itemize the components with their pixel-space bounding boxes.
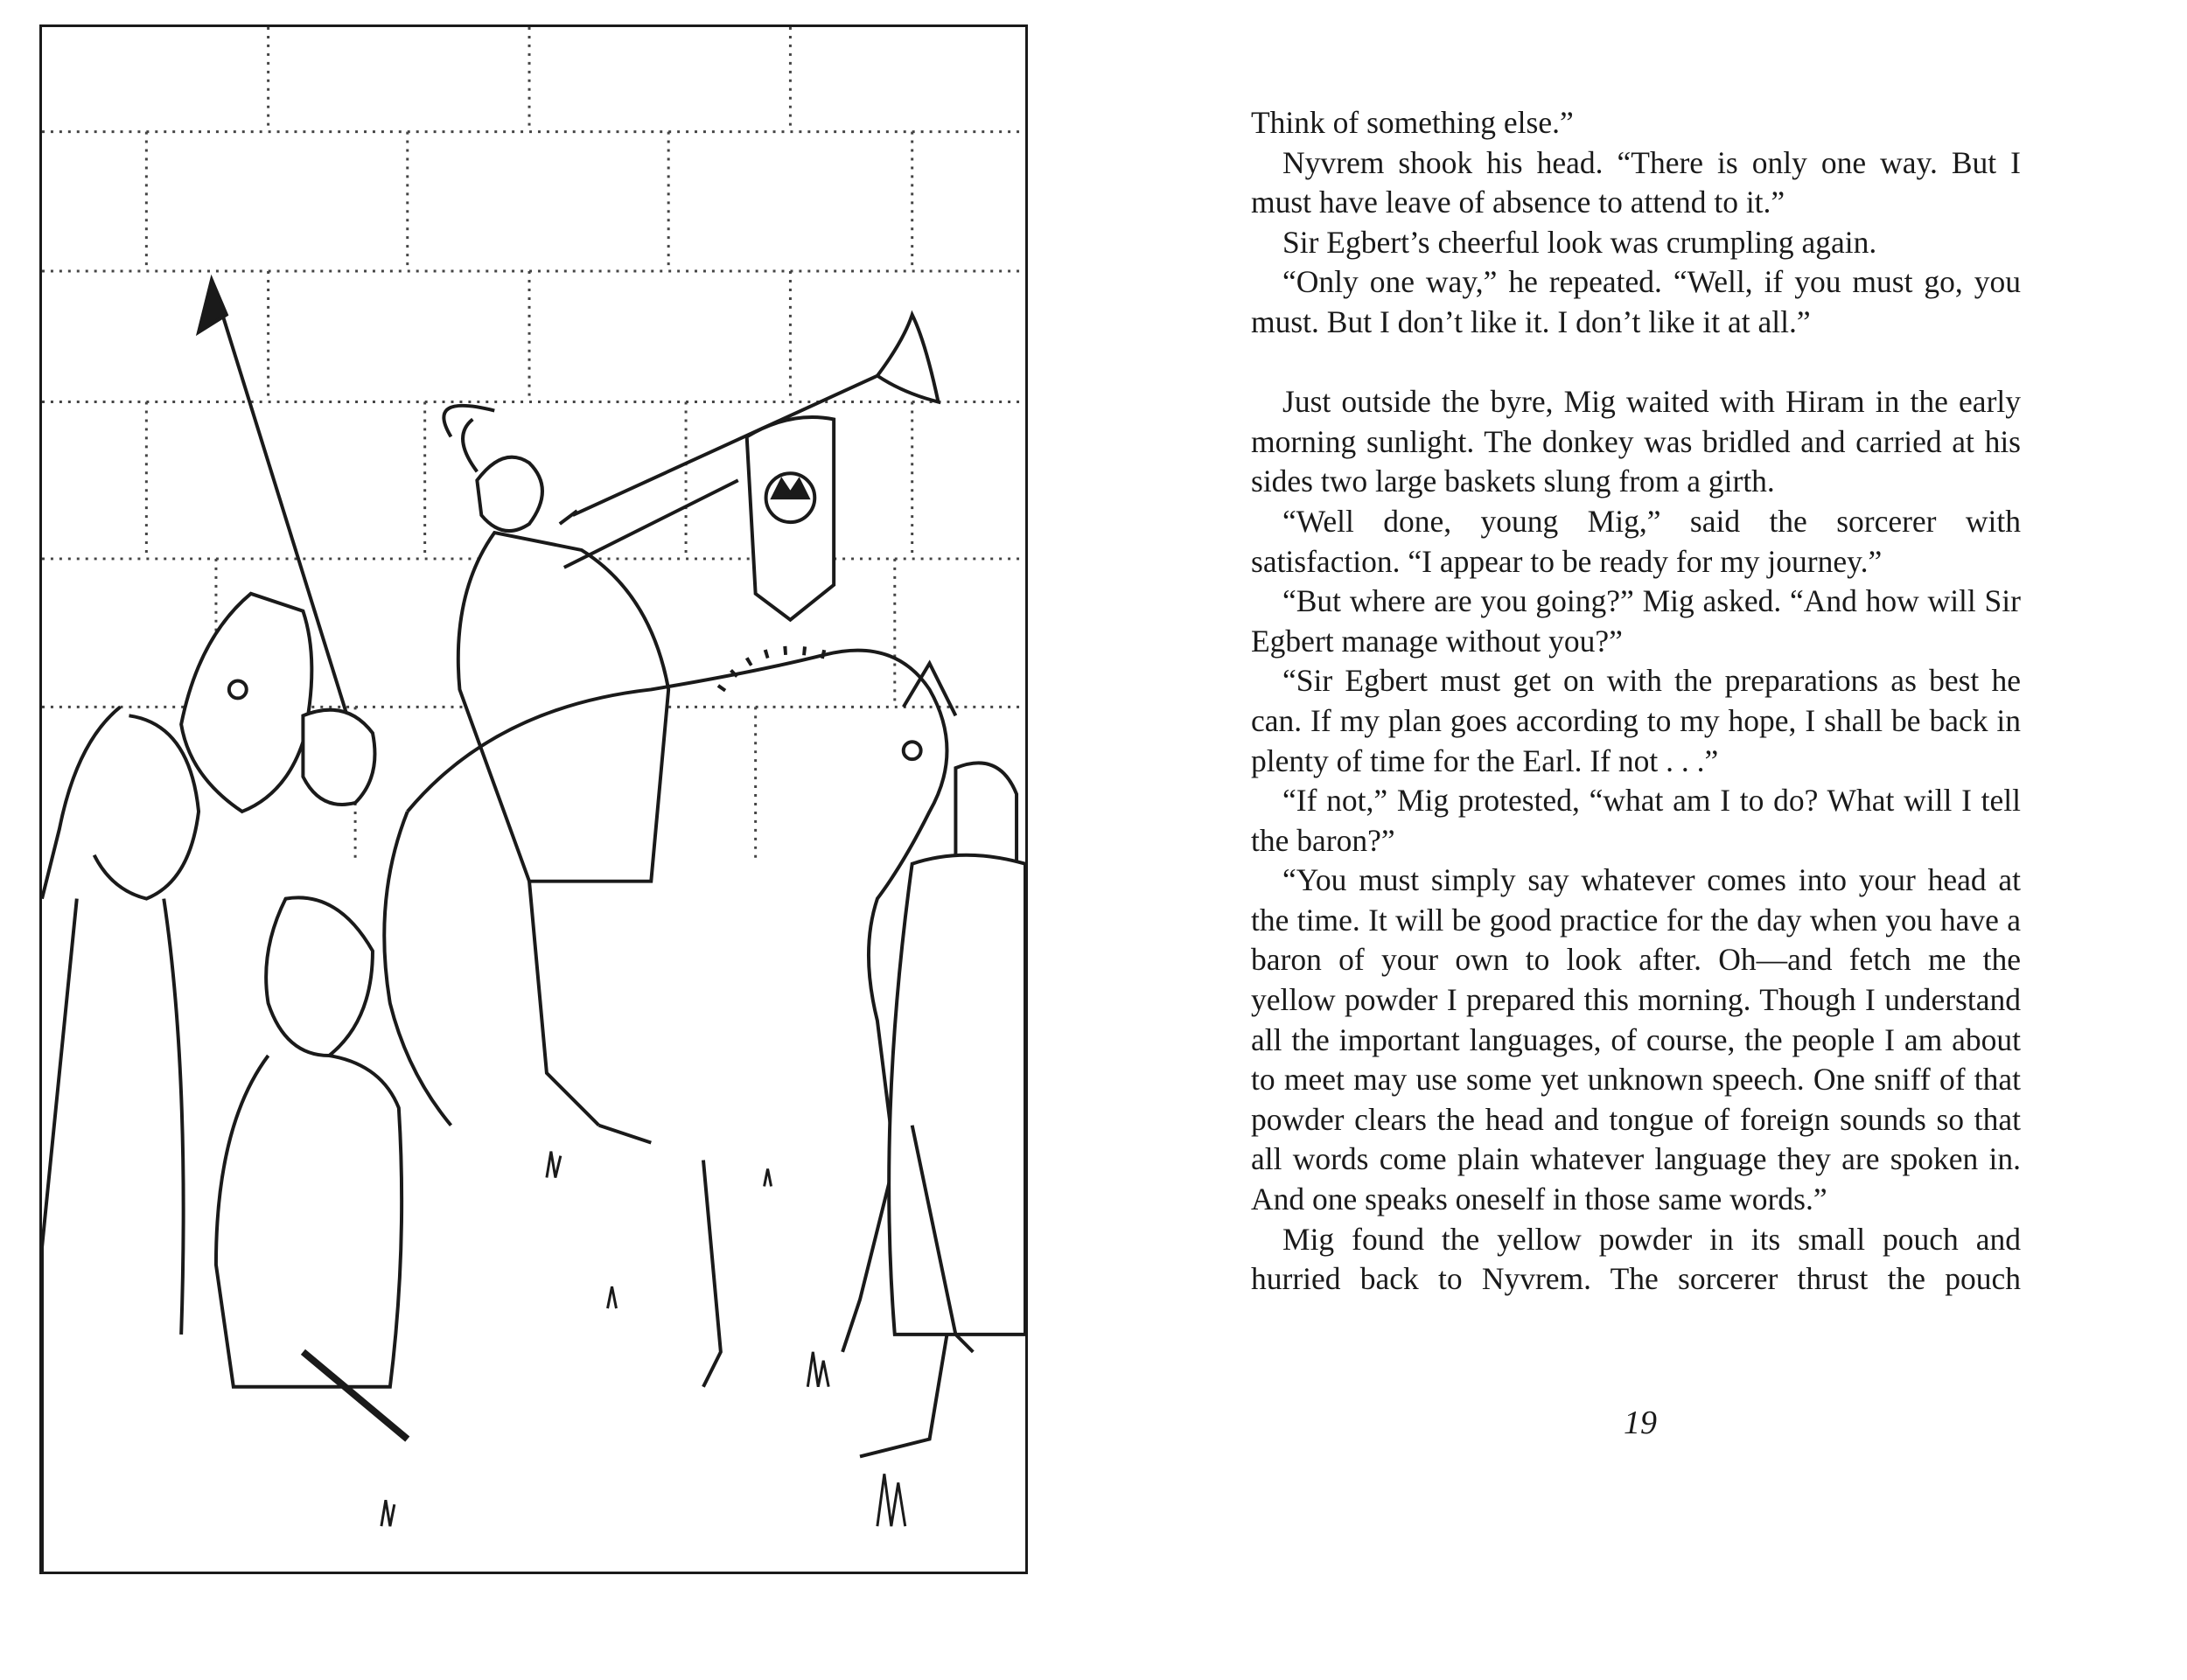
paragraph: “If not,” Mig protested, “what am I to do? What will I tell the baron?” [1251,783,2021,858]
right-page [1094,0,2187,1680]
paragraph: “Only one way,” he repeated. “Well, if you must go, you must. But I don’t like it. I don’t like it at all.” [1251,264,2021,339]
paragraph: “But where are you going?” Mig asked. “And how will Sir Egbert manage without you?” [1251,583,2021,659]
horse-head-icon [181,594,311,812]
knight-with-trumpet-illustration [42,27,1025,1572]
paragraph: Mig found the yellow powder in its small pouch and hurried back to Nyvrem. The sorcerer thrust the pouch [1251,1221,2021,1297]
paragraph: Think of something else.” [1251,105,1574,140]
grass-icon [381,1152,905,1527]
horse-icon [384,651,955,1387]
soldier-figure-icon [860,763,1025,1456]
page-number: 19 [1624,1405,1657,1441]
bystanders-icon [42,707,408,1572]
paragraph: “Well done, young Mig,” said the sorcerer with satisfaction. “I appear to be ready for my journey.” [1251,503,2021,579]
paragraph: Just outside the byre, Mig waited with Hiram in the early morning sunlight. The donkey was bridled and carried at his sides two large baskets slung from a girth. [1251,384,2021,499]
illustration-frame [39,24,1028,1574]
knight-figure-icon [444,406,737,1143]
paragraph: Nyvrem shook his head. “There is only one way. But I must have leave of absence to attend to it.” [1251,144,2021,220]
paragraph: “You must simply say whatever comes into your head at the time. It will be good practice for the day when you have a baron of your own to look after. Oh—and fetch me the yellow powder I prepared this morning. Though I understand all the important languages, of course, the people I am about to meet may use some yet unknown speech. One sniff of that powder clears the head and tongue of foreign sounds so that all words come plain whatever language they are spoken in. And one speaks oneself in those same words.” [1251,862,2021,1217]
paragraph: Sir Egbert’s cheerful look was crumpling again. [1282,224,1877,260]
banner-crown-icon [747,417,834,620]
paragraph: “Sir Egbert must get on with the preparations as best he can. If my plan goes according to my hope, I shall be back in plenty of time for the Earl. If not . . .” [1251,663,2021,778]
body-text [1251,103,2021,1300]
